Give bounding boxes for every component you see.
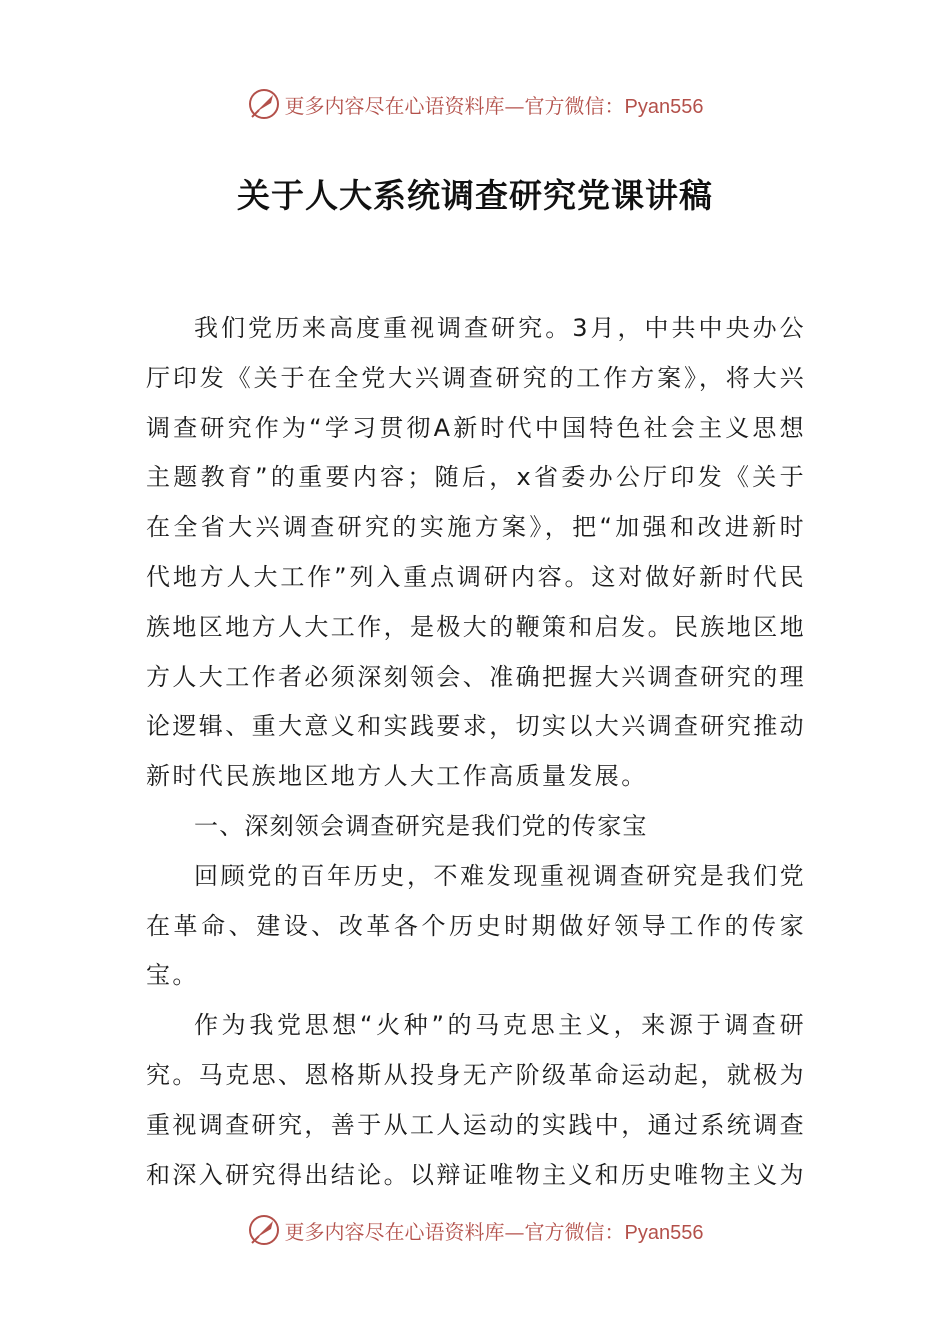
quill-logo-icon [247, 1213, 281, 1247]
wechat-id: Pyan556 [624, 1221, 704, 1244]
paragraph-intro: 我们党历来高度重视调查研究。3月，中共中央办公厅印发《关于在全党大兴调查研究的工作方案》，将大兴调查研究作为“学习贯彻A新时代中国特色社会主义思想主题教育”的重要内容；随后，x省委办公厅印发《关于在全省大兴调查研究的实施方案》，把“加强和改进新时代地方人大工作”列入重点调研内容。这对做好新时代民族地区地方人大工作，是极大的鞭策和启发。民族地区地方人大工作者必须深刻领会、准确把握大兴调查研究的理论逻辑、重大意义和实践要求，切实以大兴调查研究推动新时代民族地区地方人大工作高质量发展。 [146, 314, 806, 791]
watermark-text: 更多内容尽在心语资料库—官方微信：Pyan556 [284, 93, 704, 118]
document-body [146, 304, 806, 1200]
wechat-id: Pyan556 [624, 95, 704, 118]
section-heading-1: 一、深刻领会调查研究是我们党的传家宝 [194, 811, 648, 840]
paragraph-marxism: 作为我党思想“火种”的马克思主义，来源于调查研究。马克思、恩格斯从投身无产阶级革命运动起，就极为重视调查研究，善于从工人运动的实践中，通过系统调查和深入研究得出结论。以辩证唯物主义和历史唯物主义为 [146, 1011, 806, 1189]
document-title: 关于人大系统调查研究党课讲稿 [237, 176, 713, 215]
watermark-text: 更多内容尽在心语资料库—官方微信：Pyan556 [284, 1219, 704, 1244]
paragraph-history: 回顾党的百年历史，不难发现重视调查研究是我们党在革命、建设、改革各个历史时期做好领导工作的传家宝。 [146, 861, 806, 990]
quill-logo-icon [247, 87, 281, 121]
watermark-banner-bottom [0, 1210, 950, 1250]
watermark-banner-top [0, 84, 950, 124]
